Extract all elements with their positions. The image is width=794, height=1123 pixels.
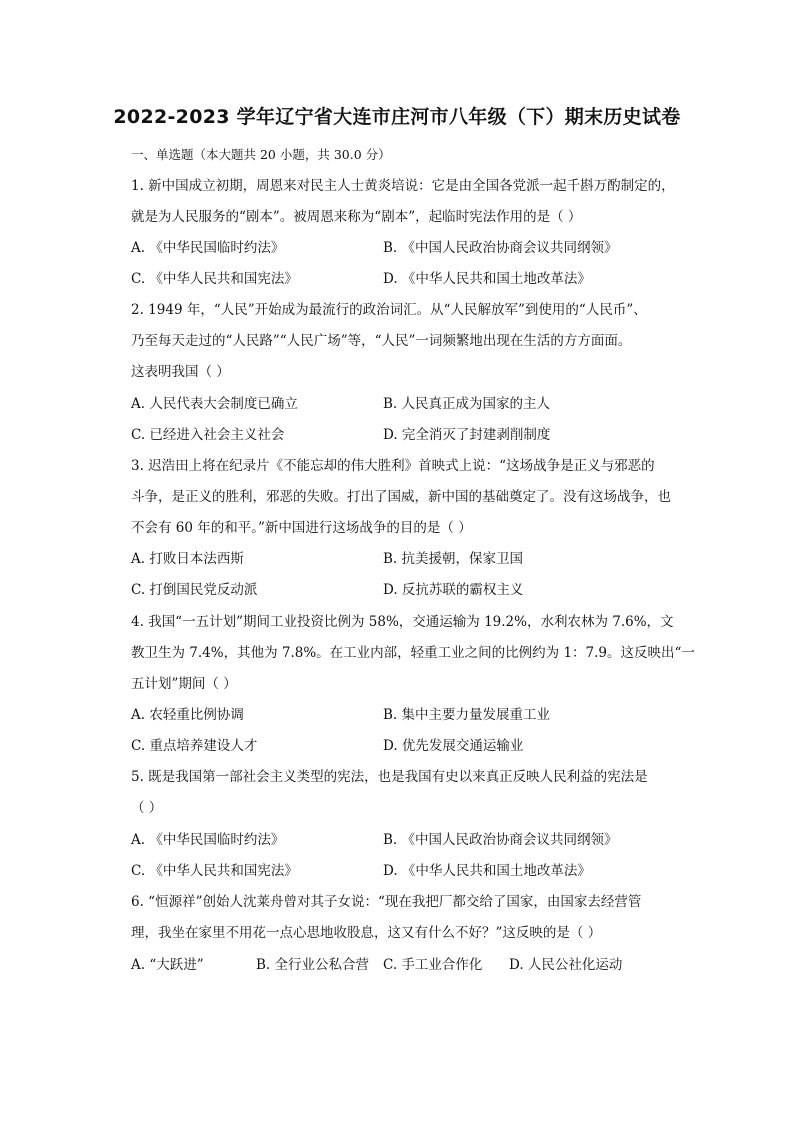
question-4-option-a: A. 农轻重比例协调 <box>131 707 244 723</box>
question-4-option-b: B. 集中主要力量发展重工业 <box>383 707 551 723</box>
question-6-line-1: 6. “恒源祥”创始人沈莱舟曾对其子女说：“现在我把厂都交给了国家，由国家去经营管 <box>131 894 642 910</box>
question-1-option-a: A. 《中华民国临时约法》 <box>131 240 285 256</box>
question-4-line-1: 4. 我国“一五计划”期间工业投资比例为 58%，交通运输为 19.2%，水利农林为 7.6%，文 <box>131 614 674 630</box>
question-3-option-c: C. 打倒国民党反动派 <box>131 582 258 598</box>
question-1-option-c: C. 《中华人民共和国宪法》 <box>131 271 298 287</box>
question-2-line-2: 乃至每天走过的“人民路”“人民广场”等，“人民”一词频繁地出现在生活的方方面面。 <box>131 333 632 349</box>
question-2-line-1: 2. 1949 年，“人民”开始成为最流行的政治词汇。从“人民解放军”到使用的“人民币”、 <box>131 302 647 318</box>
question-6-line-2: 理，我坐在家里不用花一点心思地收股息，这又有什么不好？”这反映的是（ ） <box>131 925 602 941</box>
question-3-line-3: 不会有 60 年的和平。”新中国进行这场战争的目的是（ ） <box>131 520 472 536</box>
question-2-option-b: B. 人民真正成为国家的主人 <box>383 396 551 412</box>
question-1-option-b: B. 《中国人民政治协商会议共同纲领》 <box>383 240 618 256</box>
question-2-option-a: A. 人民代表大会制度已确立 <box>131 396 298 412</box>
question-6-option-b: B. 全行业公私合营 <box>256 957 370 973</box>
question-2-option-d: D. 完全消灭了封建剥削制度 <box>383 427 551 443</box>
question-1-option-d: D. 《中华人民共和国土地改革法》 <box>383 271 591 287</box>
question-2-option-c: C. 已经进入社会主义社会 <box>131 427 285 443</box>
question-5-option-a: A. 《中华民国临时约法》 <box>131 832 285 848</box>
question-6-option-a: A. “大跃进” <box>131 957 204 973</box>
exam-title: 2022-2023 学年辽宁省大连市庄河市八年级（下）期末历史试卷 <box>113 106 681 128</box>
question-1-line-1: 1. 新中国成立初期，周恩来对民主人士黄炎培说：它是由全国各党派一起千斟万酌制定的， <box>131 178 675 194</box>
question-6-option-d: D. 人民公社化运动 <box>509 957 623 973</box>
question-5-line-2: （ ） <box>131 800 163 816</box>
question-1-line-2: 就是为人民服务的“剧本”。被周恩来称为“剧本”，起临时宪法作用的是（ ） <box>131 209 582 225</box>
question-3-line-1: 3. 迟浩田上将在纪录片《不能忘却的伟大胜利》首映式上说：“这场战争是正义与邪恶的 <box>131 458 655 474</box>
question-5-line-1: 5. 既是我国第一部社会主义类型的宪法，也是我国有史以来真正反映人民利益的宪法是 <box>131 769 648 785</box>
section-heading: 一、单选题（本大题共 20 小题，共 30.0 分） <box>131 147 391 162</box>
question-6-option-c: C. 手工业合作化 <box>383 957 483 973</box>
question-2-line-3: 这表明我国（ ） <box>131 364 230 380</box>
question-3-option-b: B. 抗美援朝，保家卫国 <box>383 551 524 567</box>
question-3-option-a: A. 打败日本法西斯 <box>131 551 244 567</box>
question-3-option-d: D. 反抗苏联的霸权主义 <box>383 582 524 598</box>
question-4-option-d: D. 优先发展交通运输业 <box>383 738 524 754</box>
question-4-line-3: 五计划”期间（ ） <box>131 676 237 692</box>
question-5-option-d: D. 《中华人民共和国土地改革法》 <box>383 863 591 879</box>
question-4-line-2: 教卫生为 7.4%，其他为 7.8%。在工业内部，轻重工业之间的比例约为 1：7.9。这反映出“一 <box>131 645 695 661</box>
question-3-line-2: 斗争，是正义的胜利，邪恶的失败。打出了国威，新中国的基础奠定了。没有这场战争，也 <box>131 489 671 505</box>
question-5-option-c: C. 《中华人民共和国宪法》 <box>131 863 298 879</box>
question-5-option-b: B. 《中国人民政治协商会议共同纲领》 <box>383 832 618 848</box>
question-4-option-c: C. 重点培养建设人才 <box>131 738 258 754</box>
